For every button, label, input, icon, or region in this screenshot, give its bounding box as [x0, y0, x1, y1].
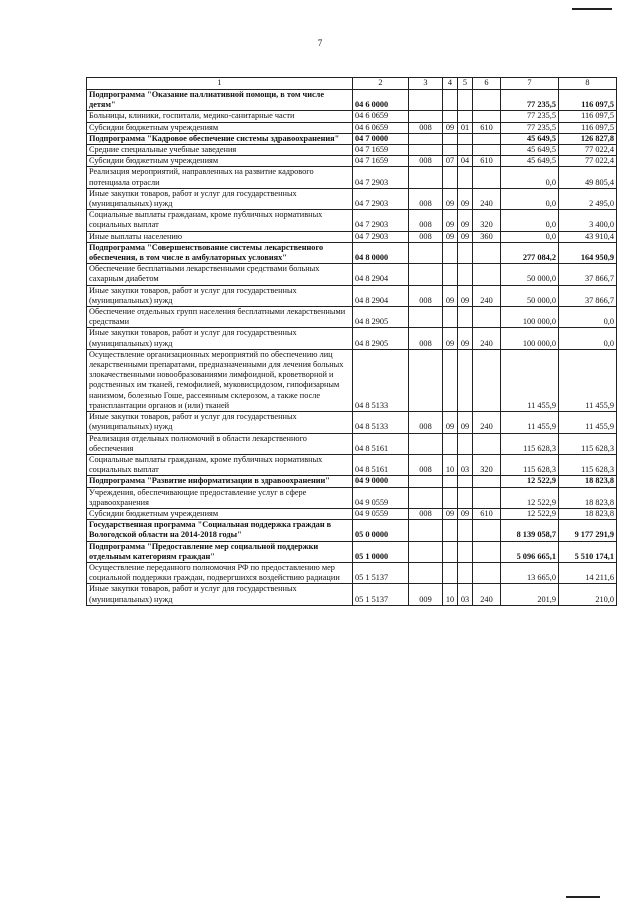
row-code: 04 9 0559 [353, 508, 409, 519]
row-expense-type [473, 167, 501, 188]
row-expense-type: 320 [473, 454, 501, 475]
table-row [87, 307, 617, 328]
row-amount-col8: 0,0 [559, 328, 617, 349]
row-amount-col8: 18 823,8 [559, 508, 617, 519]
row-amount-col7: 100 000,0 [501, 328, 559, 349]
row-ved-code: 008 [409, 156, 443, 167]
row-expense-type [473, 145, 501, 156]
row-section-code: 07 [443, 156, 458, 167]
row-ved-code: 008 [409, 328, 443, 349]
row-amount-col8: 116 097,5 [559, 122, 617, 133]
row-ved-code [409, 264, 443, 285]
row-subsection-code [458, 562, 473, 583]
row-amount-col8: 37 866,7 [559, 264, 617, 285]
row-name: Иные закупки товаров, работ и услуг для государственных (муниципальных) нужд [87, 584, 353, 605]
row-amount-col7: 12 522,9 [501, 508, 559, 519]
row-subsection-code [458, 145, 473, 156]
table-row [87, 242, 617, 263]
row-ved-code [409, 541, 443, 562]
row-amount-col7: 5 096 665,1 [501, 541, 559, 562]
row-ved-code: 008 [409, 188, 443, 209]
row-section-code: 09 [443, 188, 458, 209]
table-row [87, 122, 617, 133]
row-expense-type [473, 476, 501, 487]
row-name: Социальные выплаты гражданам, кроме публичных нормативных социальных выплат [87, 454, 353, 475]
row-name: Средние специальные учебные заведения [87, 145, 353, 156]
row-ved-code: 008 [409, 122, 443, 133]
table-row [87, 508, 617, 519]
row-code: 04 8 2905 [353, 328, 409, 349]
row-amount-col7: 11 455,9 [501, 412, 559, 433]
row-code: 04 8 5133 [353, 412, 409, 433]
row-amount-col8: 115 628,3 [559, 454, 617, 475]
row-amount-col7: 0,0 [501, 167, 559, 188]
row-subsection-code: 04 [458, 156, 473, 167]
row-ved-code [409, 520, 443, 541]
row-expense-type [473, 433, 501, 454]
row-expense-type [473, 111, 501, 122]
row-subsection-code [458, 349, 473, 411]
row-amount-col7: 45 649,5 [501, 156, 559, 167]
row-section-code: 09 [443, 508, 458, 519]
row-section-code [443, 167, 458, 188]
row-ved-code [409, 167, 443, 188]
row-section-code: 10 [443, 584, 458, 605]
header-cell: 6 [473, 78, 501, 90]
row-name: Субсидии бюджетным учреждениям [87, 508, 353, 519]
row-subsection-code [458, 520, 473, 541]
row-subsection-code: 09 [458, 328, 473, 349]
row-name: Иные выплаты населению [87, 231, 353, 242]
row-name: Реализация мероприятий, направленных на развитие кадрового потенциала отрасли [87, 167, 353, 188]
row-code: 04 6 0659 [353, 122, 409, 133]
row-section-code [443, 242, 458, 263]
row-name: Обеспечение бесплатными лекарственными средствами больных сахарным диабетом [87, 264, 353, 285]
row-amount-col8: 77 022,4 [559, 156, 617, 167]
row-amount-col8: 126 827,8 [559, 133, 617, 144]
row-subsection-code [458, 133, 473, 144]
row-amount-col7: 12 522,9 [501, 476, 559, 487]
header-cell: 2 [353, 78, 409, 90]
table-row [87, 454, 617, 475]
header-cell: 1 [87, 78, 353, 90]
row-amount-col7: 13 665,0 [501, 562, 559, 583]
row-code: 04 9 0559 [353, 487, 409, 508]
row-amount-col8: 116 097,5 [559, 90, 617, 111]
row-subsection-code [458, 433, 473, 454]
row-section-code [443, 541, 458, 562]
table-row [87, 111, 617, 122]
row-ved-code [409, 90, 443, 111]
row-code: 04 8 2904 [353, 285, 409, 306]
row-amount-col7: 50 000,0 [501, 264, 559, 285]
row-subsection-code [458, 264, 473, 285]
row-section-code: 09 [443, 231, 458, 242]
table-row [87, 133, 617, 144]
row-section-code [443, 349, 458, 411]
row-code: 04 8 2904 [353, 264, 409, 285]
row-section-code: 09 [443, 285, 458, 306]
table-row [87, 584, 617, 605]
row-expense-type [473, 307, 501, 328]
row-amount-col8: 5 510 174,1 [559, 541, 617, 562]
scan-mark-top-right [572, 8, 612, 10]
header-row [87, 78, 617, 90]
row-amount-col7: 77 235,5 [501, 122, 559, 133]
row-ved-code: 008 [409, 412, 443, 433]
row-name: Иные закупки товаров, работ и услуг для государственных (муниципальных) нужд [87, 412, 353, 433]
table-row [87, 188, 617, 209]
row-ved-code: 009 [409, 584, 443, 605]
row-expense-type [473, 133, 501, 144]
table-row [87, 145, 617, 156]
row-subsection-code: 03 [458, 454, 473, 475]
row-subsection-code [458, 487, 473, 508]
row-subsection-code [458, 476, 473, 487]
row-section-code [443, 133, 458, 144]
row-expense-type: 240 [473, 285, 501, 306]
row-subsection-code: 09 [458, 412, 473, 433]
row-name: Иные закупки товаров, работ и услуг для государственных (муниципальных) нужд [87, 328, 353, 349]
row-code: 04 7 2903 [353, 167, 409, 188]
row-name: Иные закупки товаров, работ и услуг для государственных (муниципальных) нужд [87, 285, 353, 306]
row-amount-col7: 50 000,0 [501, 285, 559, 306]
row-ved-code: 008 [409, 508, 443, 519]
row-amount-col8: 77 022,4 [559, 145, 617, 156]
table-row [87, 562, 617, 583]
row-amount-col8: 210,0 [559, 584, 617, 605]
row-amount-col7: 115 628,3 [501, 454, 559, 475]
row-name: Субсидии бюджетным учреждениям [87, 156, 353, 167]
row-section-code: 09 [443, 210, 458, 231]
row-amount-col8: 115 628,3 [559, 433, 617, 454]
row-subsection-code [458, 111, 473, 122]
row-expense-type [473, 264, 501, 285]
row-code: 04 8 5161 [353, 454, 409, 475]
row-expense-type: 610 [473, 122, 501, 133]
row-amount-col8: 14 211,6 [559, 562, 617, 583]
row-amount-col8: 11 455,9 [559, 412, 617, 433]
row-name: Подпрограмма "Развитие информатизации в здравоохранении" [87, 476, 353, 487]
row-amount-col8: 18 823,8 [559, 487, 617, 508]
row-expense-type: 320 [473, 210, 501, 231]
row-code: 04 7 2903 [353, 188, 409, 209]
row-amount-col8: 9 177 291,9 [559, 520, 617, 541]
row-section-code [443, 307, 458, 328]
row-code: 04 7 1659 [353, 145, 409, 156]
row-name: Подпрограмма "Предоставление мер социальной поддержки отдельным категориям граждан" [87, 541, 353, 562]
row-name: Осуществление организационных мероприятий по обеспечению лиц лекарственными препаратами, предназначенными для лечения больных злокачественными новообразованиями лимфоидной, кроветворной и родственных им тканей, гемофилией, муковисцидозом, гипофизарным нанизмом, болезнью Гоше, рассеянным склерозом, а также после трансплантации органов и (или) тканей [87, 349, 353, 411]
row-amount-col8: 18 823,8 [559, 476, 617, 487]
row-amount-col7: 0,0 [501, 231, 559, 242]
row-expense-type [473, 90, 501, 111]
page-number: 7 [317, 38, 323, 48]
row-amount-col8: 11 455,9 [559, 349, 617, 411]
row-expense-type: 240 [473, 188, 501, 209]
row-section-code [443, 562, 458, 583]
row-name: Обеспечение отдельных групп населения бесплатными лекарственными средствами [87, 307, 353, 328]
row-subsection-code: 03 [458, 584, 473, 605]
row-section-code: 09 [443, 412, 458, 433]
row-ved-code [409, 433, 443, 454]
table-row [87, 487, 617, 508]
row-section-code [443, 264, 458, 285]
header-cell: 4 [443, 78, 458, 90]
row-code: 04 8 5161 [353, 433, 409, 454]
row-amount-col8: 3 400,0 [559, 210, 617, 231]
row-name: Иные закупки товаров, работ и услуг для государственных (муниципальных) нужд [87, 188, 353, 209]
row-amount-col7: 77 235,5 [501, 90, 559, 111]
row-amount-col8: 116 097,5 [559, 111, 617, 122]
row-code: 04 8 5133 [353, 349, 409, 411]
row-expense-type: 240 [473, 328, 501, 349]
row-name: Субсидии бюджетным учреждениям [87, 122, 353, 133]
row-amount-col7: 100 000,0 [501, 307, 559, 328]
row-ved-code [409, 487, 443, 508]
row-name: Государственная программа "Социальная поддержка граждан в Вологодской области на 2014-2018 годы" [87, 520, 353, 541]
row-amount-col7: 115 628,3 [501, 433, 559, 454]
row-subsection-code [458, 307, 473, 328]
row-amount-col8: 37 866,7 [559, 285, 617, 306]
row-amount-col7: 12 522,9 [501, 487, 559, 508]
table-row [87, 210, 617, 231]
row-amount-col7: 45 649,5 [501, 145, 559, 156]
row-subsection-code: 09 [458, 285, 473, 306]
row-subsection-code: 09 [458, 188, 473, 209]
row-name: Осуществление переданного полномочия РФ по предоставлению мер социальной поддержки граждан, подвергшихся воздействию радиации [87, 562, 353, 583]
row-subsection-code [458, 167, 473, 188]
table-row [87, 328, 617, 349]
row-section-code [443, 111, 458, 122]
table-row [87, 541, 617, 562]
row-name: Больницы, клиники, госпитали, медико-санитарные части [87, 111, 353, 122]
row-expense-type: 240 [473, 584, 501, 605]
row-ved-code [409, 133, 443, 144]
row-ved-code: 008 [409, 210, 443, 231]
row-section-code: 09 [443, 328, 458, 349]
scan-mark-bottom-right [566, 896, 600, 898]
table-row [87, 520, 617, 541]
row-subsection-code [458, 541, 473, 562]
row-code: 05 1 5137 [353, 584, 409, 605]
row-code: 05 1 5137 [353, 562, 409, 583]
row-expense-type [473, 541, 501, 562]
row-ved-code: 008 [409, 454, 443, 475]
row-name: Социальные выплаты гражданам, кроме публичных нормативных социальных выплат [87, 210, 353, 231]
row-subsection-code: 01 [458, 122, 473, 133]
row-amount-col7: 77 235,5 [501, 111, 559, 122]
row-ved-code [409, 145, 443, 156]
row-subsection-code [458, 90, 473, 111]
row-ved-code [409, 562, 443, 583]
row-subsection-code: 09 [458, 508, 473, 519]
row-name: Подпрограмма "Совершенствование системы лекарственного обеспечения, в том числе в амбулаторных условиях" [87, 242, 353, 263]
row-name: Учреждения, обеспечивающие предоставление услуг в сфере здравоохранения [87, 487, 353, 508]
row-ved-code: 008 [409, 285, 443, 306]
row-expense-type [473, 562, 501, 583]
row-amount-col7: 45 649,5 [501, 133, 559, 144]
row-ved-code [409, 307, 443, 328]
table-row [87, 476, 617, 487]
row-code: 05 0 0000 [353, 520, 409, 541]
row-code: 04 7 2903 [353, 210, 409, 231]
row-expense-type [473, 487, 501, 508]
row-amount-col7: 0,0 [501, 188, 559, 209]
header-cell: 3 [409, 78, 443, 90]
row-code: 04 7 1659 [353, 156, 409, 167]
row-section-code [443, 487, 458, 508]
row-name: Реализация отдельных полномочий в области лекарственного обеспечения [87, 433, 353, 454]
table-row [87, 167, 617, 188]
table-row [87, 412, 617, 433]
row-subsection-code [458, 242, 473, 263]
row-code: 04 6 0000 [353, 90, 409, 111]
row-code: 04 6 0659 [353, 111, 409, 122]
row-code: 04 9 0000 [353, 476, 409, 487]
row-expense-type: 360 [473, 231, 501, 242]
row-amount-col7: 0,0 [501, 210, 559, 231]
budget-table [86, 77, 617, 606]
row-code: 04 7 2903 [353, 231, 409, 242]
row-amount-col8: 2 495,0 [559, 188, 617, 209]
row-amount-col7: 11 455,9 [501, 349, 559, 411]
row-amount-col7: 277 084,2 [501, 242, 559, 263]
row-amount-col7: 201,9 [501, 584, 559, 605]
row-expense-type: 610 [473, 508, 501, 519]
row-subsection-code: 09 [458, 210, 473, 231]
row-code: 04 8 0000 [353, 242, 409, 263]
table-row [87, 433, 617, 454]
row-amount-col8: 49 805,4 [559, 167, 617, 188]
row-ved-code [409, 349, 443, 411]
row-amount-col8: 0,0 [559, 307, 617, 328]
row-amount-col8: 43 910,4 [559, 231, 617, 242]
row-section-code [443, 520, 458, 541]
table-row [87, 156, 617, 167]
row-name: Подпрограмма "Оказание паллиативной помощи, в том числе детям" [87, 90, 353, 111]
row-section-code [443, 90, 458, 111]
header-cell: 5 [458, 78, 473, 90]
row-expense-type: 610 [473, 156, 501, 167]
row-ved-code [409, 476, 443, 487]
row-code: 04 7 0000 [353, 133, 409, 144]
row-expense-type: 240 [473, 412, 501, 433]
row-code: 04 8 2905 [353, 307, 409, 328]
row-section-code: 10 [443, 454, 458, 475]
row-expense-type [473, 520, 501, 541]
row-expense-type [473, 242, 501, 263]
table-row [87, 231, 617, 242]
row-name: Подпрограмма "Кадровое обеспечение системы здравоохранения" [87, 133, 353, 144]
row-subsection-code: 09 [458, 231, 473, 242]
row-section-code [443, 433, 458, 454]
table-row [87, 285, 617, 306]
row-ved-code [409, 111, 443, 122]
row-section-code [443, 476, 458, 487]
table-row [87, 349, 617, 411]
row-section-code: 09 [443, 122, 458, 133]
row-amount-col8: 164 950,9 [559, 242, 617, 263]
header-cell: 7 [501, 78, 559, 90]
row-amount-col7: 8 139 058,7 [501, 520, 559, 541]
table-row [87, 90, 617, 111]
header-cell: 8 [559, 78, 617, 90]
row-section-code [443, 145, 458, 156]
row-expense-type [473, 349, 501, 411]
table-row [87, 264, 617, 285]
row-ved-code [409, 242, 443, 263]
row-code: 05 1 0000 [353, 541, 409, 562]
row-ved-code: 008 [409, 231, 443, 242]
